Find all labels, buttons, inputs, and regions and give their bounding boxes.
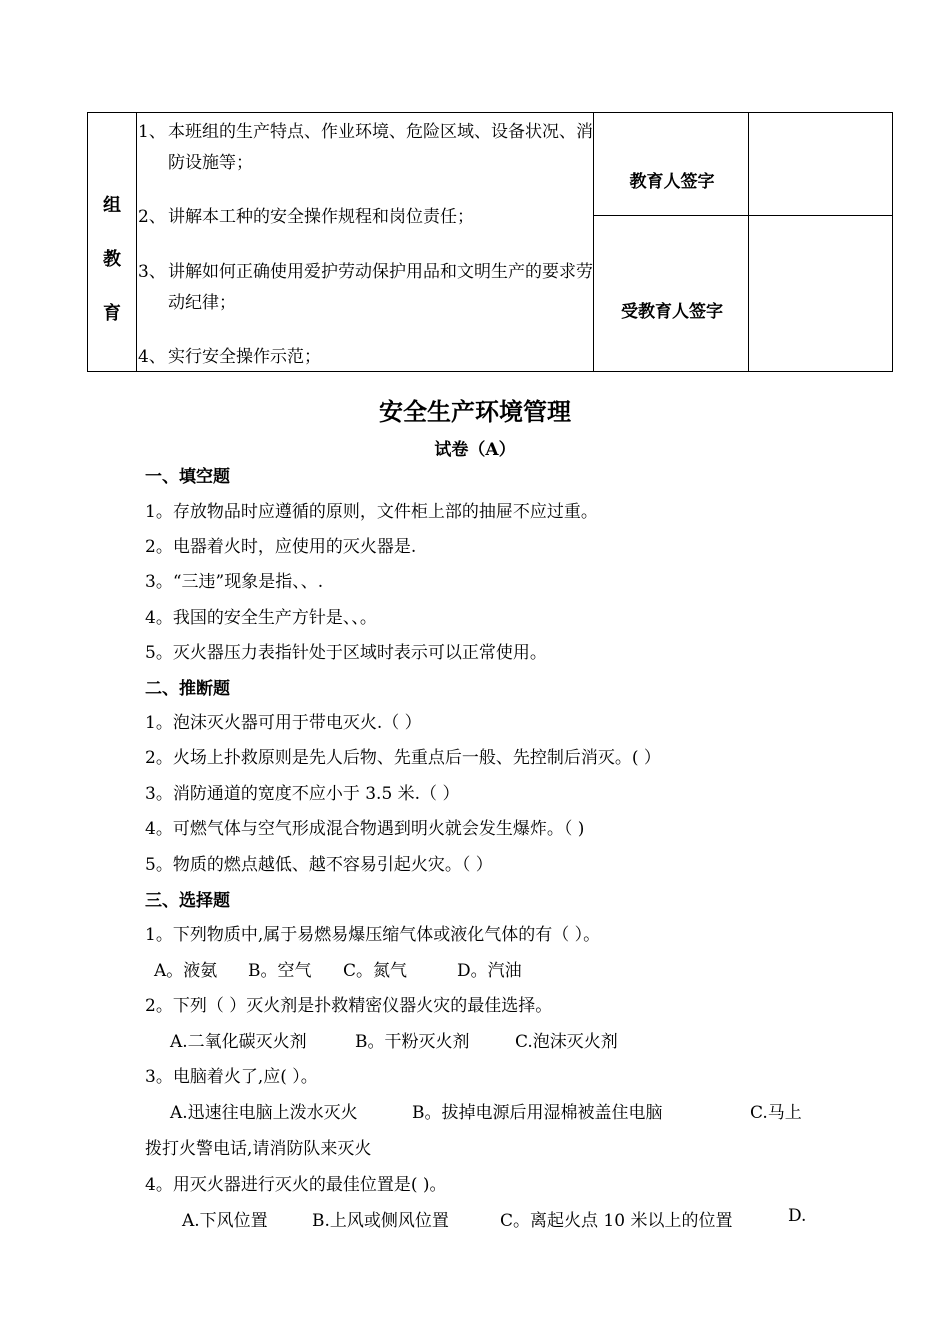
section-heading: 三、选择题: [145, 891, 230, 911]
choice-option-continuation: 拨打火警电话,请消防队来灭火: [145, 1139, 372, 1159]
item-number: 2、: [138, 207, 166, 227]
trainee-signature-label: 受教育人签字: [621, 302, 723, 322]
judgment-question: 2。火场上扑救原则是先人后物、先重点后一般、先控制后消灭。( ）: [145, 748, 661, 768]
judgment-question: 5。物质的燃点越低、越不容易引起火灾。（ ）: [145, 855, 493, 875]
exam-subtitle: 试卷（A）: [434, 440, 516, 460]
table-divider: [593, 113, 594, 371]
choice-question-stem: 3。电脑着火了,应( ）。: [145, 1067, 318, 1087]
item-number: 1、: [138, 122, 166, 142]
training-item: [138, 257, 593, 319]
training-item: [138, 342, 593, 373]
item-number: 3、: [138, 262, 166, 282]
item-text: 讲解如何正确使用爱护劳动保护用品和文明生产的要求劳动纪律；: [168, 262, 593, 313]
choice-option: C.马上: [750, 1103, 802, 1123]
choice-question-stem: 2。下列（ ）灭火剂是扑救精密仪器火灾的最佳选择。: [145, 996, 553, 1016]
item-text: 讲解本工种的安全操作规程和岗位责任；: [168, 207, 474, 227]
choice-option: A。液氨: [154, 961, 218, 981]
fill-blank-question: 2。电器着火时，应使用的灭火器是.: [145, 537, 417, 557]
choice-option: B。干粉灭火剂: [355, 1032, 470, 1052]
choice-option: B.上风或侧风位置: [312, 1211, 449, 1231]
side-label-char: 组: [103, 195, 121, 216]
exam-title: 安全生产环境管理: [379, 397, 571, 426]
educator-signature-label: 教育人签字: [629, 172, 715, 192]
fill-blank-question: 5。灭火器压力表指针处于区域时表示可以正常使用。: [145, 643, 547, 663]
side-label-char: 教: [103, 249, 121, 270]
choice-option: C。离起火点 10 米以上的位置: [500, 1211, 733, 1231]
training-item: [138, 202, 593, 233]
fill-blank-question: 1。存放物品时应遵循的原则，文件柜上部的抽屉不应过重。: [145, 502, 598, 522]
item-number: 4、: [138, 347, 166, 367]
training-item: [138, 117, 593, 179]
fill-blank-question: 3。“三违”现象是指、、.: [145, 572, 324, 592]
choice-option: C.泡沫灭火剂: [515, 1032, 618, 1052]
choice-option: A.下风位置: [182, 1211, 268, 1231]
choice-question-stem: 1。下列物质中,属于易燃易爆压缩气体或液化气体的有（ ）。: [145, 925, 601, 945]
choice-question-stem: 4。用灭火器进行灭火的最佳位置是( )。: [145, 1175, 447, 1195]
choice-option: D.: [788, 1206, 807, 1226]
judgment-question: 1。泡沫灭火器可用于带电灭火.（ ）: [145, 713, 422, 733]
judgment-question: 3。消防通道的宽度不应小于 3.5 米.（ ）: [145, 784, 460, 804]
judgment-question: 4。可燃气体与空气形成混合物遇到明火就会发生爆炸。（ ): [145, 819, 585, 839]
table-divider: [748, 113, 749, 371]
choice-option: B。空气: [248, 961, 312, 981]
choice-option: B。拔掉电源后用湿棉被盖住电脑: [412, 1103, 663, 1123]
education-record-table: [87, 112, 893, 372]
section-heading: 二、推断题: [145, 679, 230, 699]
choice-option: A.二氧化碳灭火剂: [170, 1032, 307, 1052]
choice-option: A.迅速往电脑上泼水灭火: [170, 1103, 358, 1123]
table-divider: [593, 215, 892, 216]
choice-option: C。氮气: [343, 961, 408, 981]
choice-option: D。汽油: [457, 961, 522, 981]
fill-blank-question: 4。我国的安全生产方针是、、。: [145, 608, 377, 628]
section-heading: 一、填空题: [145, 467, 230, 487]
item-text: 实行安全操作示范；: [168, 347, 321, 367]
item-text: 本班组的生产特点、作业环境、危险区域、设备状况、消防设施等；: [168, 122, 593, 173]
table-divider: [136, 113, 137, 371]
side-label-char: 育: [103, 303, 121, 324]
